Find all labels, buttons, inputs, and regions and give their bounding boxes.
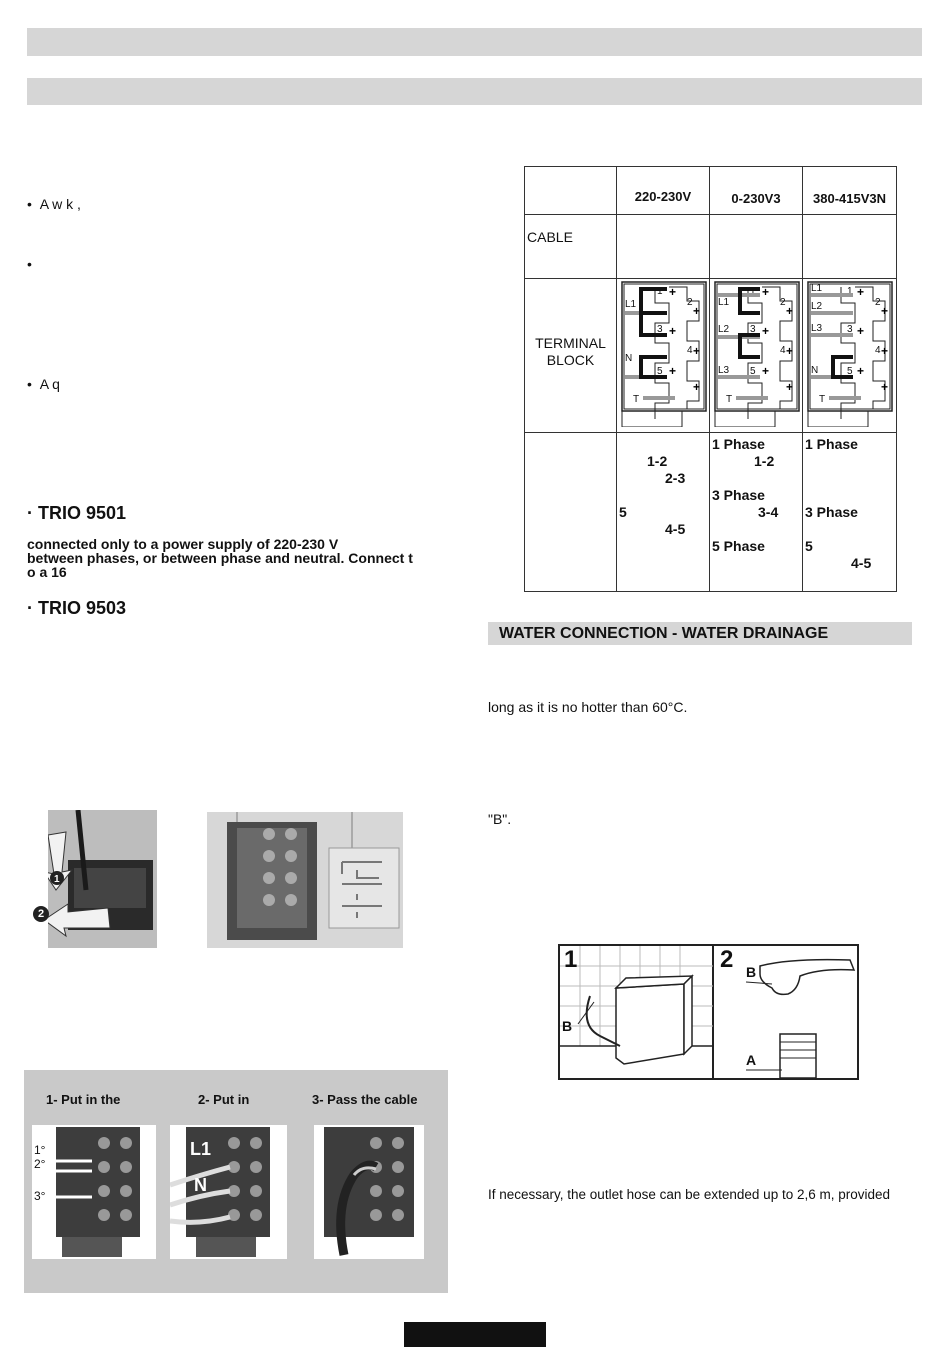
col2-value-4: 3-4 <box>758 504 779 520</box>
trio-9501-line-2: between phases, or between phase and neutral. Connect t <box>27 550 413 566</box>
step-1-mark-3: 3° <box>34 1189 46 1203</box>
terminal-3-num-1: 1 <box>847 286 853 297</box>
marker-2-label: 2 <box>37 908 45 920</box>
cable-cell-2 <box>710 215 803 279</box>
terminal-label-line-1: TERMINAL <box>535 335 606 351</box>
step-3-label: 3- Pass the cable <box>312 1092 418 1107</box>
terminal-1-num-4: 4 <box>687 345 693 356</box>
water-heading-bar <box>488 622 912 645</box>
terminal-block-photo-figure <box>207 812 403 948</box>
water-heading: WATER CONNECTION - WATER DRAINAGE <box>499 625 829 642</box>
terminal-diagram-2 <box>710 279 802 427</box>
terminal-2-label-t: T <box>726 394 733 405</box>
terminal-3-num-2: 2 <box>875 297 881 308</box>
cable-label-cell <box>525 215 617 279</box>
water-fig-1-b-label: B <box>562 1018 573 1034</box>
step-2-mark-n: N <box>194 1175 207 1195</box>
table-row-cable <box>525 215 897 279</box>
water-fig-1-number: 1 <box>564 946 578 973</box>
photo-terminal-block <box>207 812 403 948</box>
trio-9503-title: TRIO 9503 <box>38 598 127 618</box>
bullet-1-text: A w k , <box>39 196 81 212</box>
terminal-cell-2 <box>710 279 803 433</box>
svg-text:+: + <box>857 364 865 378</box>
terminal-1-label-t: T <box>633 394 640 405</box>
terminal-diagram-1 <box>617 279 709 427</box>
svg-text:+: + <box>786 344 794 358</box>
page-number-box <box>404 1322 546 1347</box>
steps-panel <box>24 1070 448 1293</box>
cover-removal-figure <box>48 810 157 948</box>
terminal-2-label-l2: L2 <box>718 324 730 335</box>
trio-9501-title: TRIO 9501 <box>38 503 127 523</box>
marker-2 <box>33 906 49 922</box>
col1-value-1: 1-2 <box>647 453 668 469</box>
col3-value-3: 5 <box>805 538 813 554</box>
step-3-photo <box>314 1125 424 1259</box>
svg-text:+: + <box>881 344 889 358</box>
spec-table <box>524 166 897 592</box>
svg-text:+: + <box>669 285 677 299</box>
header-bar-top <box>27 28 922 56</box>
col2-value-1: 1 Phase <box>712 436 765 452</box>
step-2-photo <box>170 1125 287 1259</box>
step-2-mark-l1: L1 <box>190 1139 212 1159</box>
step-1-mark-2: 2° <box>34 1157 46 1171</box>
terminal-2-label-l1: L1 <box>718 297 730 308</box>
col3-value-2: 3 Phase <box>805 504 858 520</box>
terminal-2-num-1: 1 <box>750 286 756 297</box>
col2-value-5: 5 Phase <box>712 538 765 554</box>
terminal-label-line-2: BLOCK <box>546 352 595 368</box>
trio-9501-body <box>27 537 413 579</box>
col1-value-4: 4-5 <box>665 521 686 537</box>
terminal-label-cell <box>525 279 617 433</box>
trio-9503-heading: · TRIO 9503 <box>27 598 127 618</box>
svg-text:+: + <box>693 304 701 318</box>
header-bar-second <box>27 78 922 105</box>
terminal-3-num-5: 5 <box>847 366 853 377</box>
bullet-3: • A q <box>27 376 60 392</box>
step-1-photo <box>32 1125 156 1259</box>
terminal-cell-1 <box>617 279 710 433</box>
terminal-3-label-l3: L3 <box>811 323 823 334</box>
step-2-figure <box>170 1125 287 1259</box>
table-row-phases <box>525 433 897 592</box>
header-cell-empty <box>525 167 617 215</box>
terminal-3-label-t: T <box>819 394 826 405</box>
terminal-2-num-2: 2 <box>780 297 786 308</box>
step-1-label: 1- Put in the <box>46 1092 121 1107</box>
phases-cell-1 <box>617 433 710 592</box>
terminal-3-label-l1: L1 <box>811 283 823 294</box>
col2-value-3: 3 Phase <box>712 487 765 503</box>
svg-text:+: + <box>669 364 677 378</box>
terminal-1-label-n: N <box>625 353 633 364</box>
svg-text:+: + <box>693 344 701 358</box>
svg-text:+: + <box>693 380 701 394</box>
water-fig-2-a-label: A <box>746 1052 757 1068</box>
water-fig-2-number: 2 <box>720 946 734 973</box>
header-0-230v3: 0-230V3 <box>731 191 781 206</box>
step-3-figure <box>314 1125 424 1259</box>
step-1-mark-1: 1° <box>34 1143 46 1157</box>
water-line-3: If necessary, the outlet hose can be extended up to 2,6 m, provided <box>488 1187 891 1202</box>
cable-cell-1 <box>617 215 710 279</box>
phases-cell-2 <box>710 433 803 592</box>
trio-9501-line-3: o a 16 <box>27 564 67 580</box>
step-1-figure <box>32 1125 156 1259</box>
terminal-2-num-4: 4 <box>780 345 786 356</box>
col3-value-1: 1 Phase <box>805 436 858 452</box>
header-cell-0-230 <box>710 167 803 215</box>
col1-value-3: 5 <box>619 504 627 520</box>
svg-text:+: + <box>857 285 865 299</box>
terminal-3-num-3: 3 <box>847 324 853 335</box>
water-fig-2-b-label: B <box>746 964 757 980</box>
terminal-3-label-n: N <box>811 365 819 376</box>
terminal-2-label-l3: L3 <box>718 365 730 376</box>
water-line-1: long as it is no hotter than 60°C. <box>488 699 688 715</box>
phases-cell-3 <box>803 433 897 592</box>
svg-text:+: + <box>857 324 865 338</box>
svg-text:+: + <box>669 324 677 338</box>
col3-value-4: 4-5 <box>851 555 872 571</box>
terminal-label <box>525 335 616 369</box>
terminal-1-num-2: 2 <box>687 297 693 308</box>
col1-value-2: 2-3 <box>665 470 686 486</box>
trio-9501-line-1: connected only to a power supply of 220-230 V <box>27 536 339 552</box>
svg-text:+: + <box>762 324 770 338</box>
trio-9501-heading: · TRIO 9501 <box>27 503 127 523</box>
water-figure-drawing <box>560 946 857 1078</box>
phases-label-cell <box>525 433 617 592</box>
header-cell-220 <box>617 167 710 215</box>
cable-label: CABLE <box>527 229 573 245</box>
bullet-2: • <box>27 256 32 272</box>
water-line-2: "B". <box>488 811 512 827</box>
water-figure <box>558 944 859 1080</box>
photo-cover-removal <box>48 810 157 948</box>
cable-cell-3 <box>803 215 897 279</box>
header-380-415v3n: 380-415V3N <box>813 191 886 206</box>
terminal-2-num-3: 3 <box>750 324 756 335</box>
svg-text:+: + <box>762 285 770 299</box>
terminal-1-label-l1: L1 <box>625 299 637 310</box>
header-220-230v: 220-230V <box>634 189 692 204</box>
bullet-3-text: A q <box>39 376 60 392</box>
step-2-label: 2- Put in <box>198 1092 250 1107</box>
svg-text:+: + <box>881 380 889 394</box>
terminal-1-num-1: 1 <box>657 286 663 297</box>
marker-1-label: 1 <box>54 874 60 885</box>
svg-text:+: + <box>786 380 794 394</box>
svg-text:+: + <box>881 304 889 318</box>
terminal-1-num-3: 3 <box>657 324 663 335</box>
header-cell-380 <box>803 167 897 215</box>
table-row-terminal <box>525 279 897 433</box>
svg-text:+: + <box>786 304 794 318</box>
terminal-3-label-l2: L2 <box>811 301 823 312</box>
bullet-1: • A w k , <box>27 196 81 212</box>
svg-text:+: + <box>762 364 770 378</box>
terminal-2-num-5: 5 <box>750 366 756 377</box>
terminal-cell-3 <box>803 279 897 433</box>
terminal-3-num-4: 4 <box>875 345 881 356</box>
table-row-header <box>525 167 897 215</box>
terminal-1-num-5: 5 <box>657 366 663 377</box>
terminal-diagram-3 <box>803 279 896 427</box>
col2-value-2: 1-2 <box>754 453 775 469</box>
